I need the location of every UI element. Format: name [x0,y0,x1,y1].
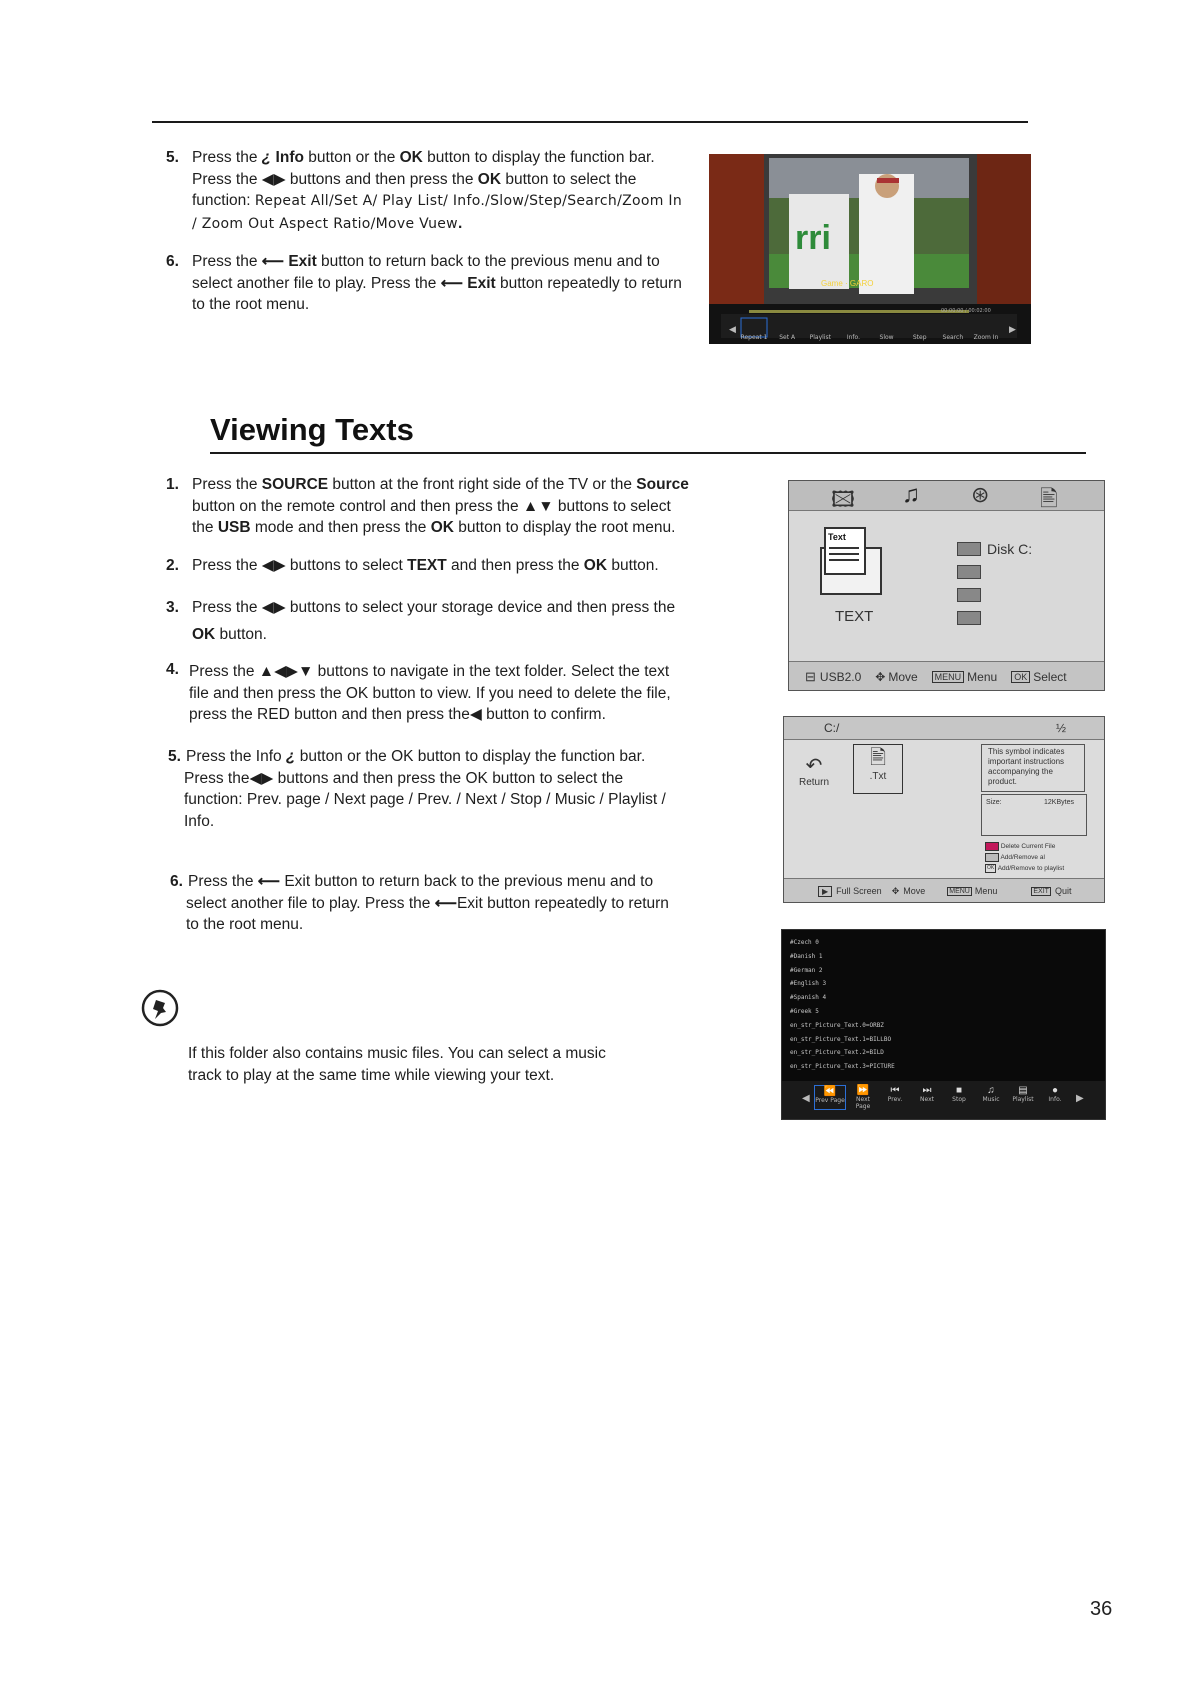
direction-arrows-icon: ▲◀▶▼ [258,663,314,680]
text-icon[interactable]: 🖹 [1040,486,1058,511]
text: button. [607,557,659,574]
playlist-button[interactable] [1008,1085,1038,1110]
legend-item [985,841,1064,852]
text: buttons to select [553,497,671,515]
prev-page-button[interactable] [814,1085,846,1110]
exit-icon: ⟵ [261,253,285,270]
button-label: Playlist [1012,1096,1034,1103]
bar-left-arrow-icon[interactable]: ◀ [802,1093,810,1104]
file-info-panel [981,744,1085,792]
fullscreen-icon: ▶ [818,886,832,897]
left-right-arrows-icon: ◀▶ [261,557,286,574]
text: press the RED button and then press the [189,706,470,723]
movie-icon[interactable]: ⊛ [971,482,990,507]
red-key-icon [985,842,999,851]
text: button. [215,626,267,643]
left-right-arrows-icon: ◀▶ [249,769,274,787]
viewer-text-area [790,936,895,1074]
svg-text:rri: rri [795,219,831,257]
legend-item [985,863,1064,874]
func-button[interactable]: Search [942,334,964,341]
exit-icon: ⟵ [440,274,463,292]
text: buttons and then press the [285,170,478,188]
text: and then press the [446,557,584,574]
text: Press the [192,476,262,493]
stop-icon: ■ [955,1085,963,1096]
text: button to select the [501,170,637,188]
page-indicator: ½ [1056,721,1067,735]
svg-text:◀: ◀ [729,324,736,334]
browser-legend [985,841,1064,874]
text: select another file to play. Press the [186,894,435,912]
info-label: Info [271,149,304,166]
usb-icon: ⊟ [805,668,816,684]
bar-right-arrow-icon[interactable]: ▶ [1076,1093,1084,1104]
ok-key: OK [1011,671,1030,683]
button-label: Music [982,1096,1000,1103]
move-icon: ✥ [875,669,886,684]
text-line: en_str_Picture_Text.1=BILLBO [790,1035,892,1043]
video-playback-screenshot [709,154,1031,344]
quit-label: Quit [1054,886,1072,896]
text-line: #Czech 0 [790,939,819,946]
size-value: 12KBytes [1044,799,1074,806]
disk-list [957,537,1032,629]
legend-label: Add/Remove to playlist [997,865,1065,872]
page-number: 36 [1090,1598,1113,1620]
function-list: Repeat All/Set A/ Play List/ Info./Slow/Step/Search/Zoom In [254,193,683,209]
button-label: Info. [1048,1096,1062,1103]
text: buttons and then press the OK button to select the [273,769,624,787]
note-pin-icon [141,989,179,1027]
exit-icon: ⟵ [434,894,457,912]
text-browser-screenshot [783,716,1105,903]
text: function: [192,192,255,209]
text-line: en_str_Picture_Text.0=ORBZ [790,1021,884,1029]
photo-icon[interactable]: 🖾 [831,487,855,512]
key-icon [985,853,999,862]
text-label: TEXT [407,557,447,574]
text: select another file to play. Press the [192,274,441,292]
viewer-buttons [814,1085,1070,1110]
file-size-panel [981,794,1087,836]
top-rule [152,121,1028,123]
next-button[interactable] [912,1085,942,1110]
next-page-icon: ⏩ [856,1085,870,1096]
ok-label: OK [399,149,423,166]
txt-file-icon: 🖹 [869,747,887,769]
exit-label: Exit [462,274,496,292]
func-button[interactable]: Playlist [809,334,831,341]
menu-label: Menu [967,669,998,684]
text-line: en_str_Picture_Text.2=BILD [790,1049,884,1057]
media-type-bar [789,481,1104,511]
next-icon: ⏭ [922,1085,932,1096]
step-number: 6. [170,873,183,890]
function-list: / Zoom Out Aspect Ratio/Move Vuew [192,215,458,232]
step-number: 5. [168,748,181,765]
ok-key-icon: OK [987,864,995,871]
text: the [192,519,218,536]
func-button[interactable]: Repeat 1 [740,334,768,341]
usb-label: USB [217,519,251,536]
text: Press the [188,873,258,890]
text: button at the front right side of the TV or the [328,476,637,493]
note-line: track to play at the same time while viewing your text. [188,1066,555,1084]
text: Press the [192,149,262,166]
ok-label: OK [430,519,454,536]
note-line: If this folder also contains music files. You can select a music [188,1045,606,1062]
disk-item[interactable] [957,606,1032,629]
text: button to display the function bar. [422,149,655,166]
menu-key: MENU [932,671,965,683]
section-rule [210,452,1086,454]
text: buttons to select your storage device and then press the [285,599,676,616]
text: Exit button to return back to the previous menu and to [280,873,654,890]
source-label: SOURCE [261,476,329,493]
button-label: Next Page [855,1096,871,1110]
text-line: #English 3 [790,980,827,988]
text: to the root menu. [186,916,304,933]
info-icon: ¿ [261,149,272,166]
exit-label: Exit [284,253,317,270]
next-page-button[interactable] [848,1085,878,1110]
text-category-label: TEXT [835,608,874,625]
left-right-arrows-icon: ◀▶ [261,599,286,616]
usb-menu-screenshot [788,480,1105,691]
func-button[interactable]: Set A [779,334,796,341]
text: button to display the root menu. [453,519,676,536]
prev-button[interactable] [880,1085,910,1110]
legend-label: Delete Current File [1000,843,1056,850]
jersey-text: Game · GARO [821,279,874,288]
text: button on the remote control and then press the [192,497,523,515]
text: button or the OK button to display the function bar. [295,748,646,765]
disk-label: Disk C: [987,540,1033,557]
info-icon: ● [1051,1085,1059,1096]
info-text: This symbol indicates important instructions accompanying the product. [988,747,1065,786]
video-function-bar [739,334,1001,342]
text: buttons to navigate in the text folder. Select the text [313,663,670,680]
left-right-arrows-icon: ◀▶ [261,170,286,188]
viewer-function-bar [782,1081,1105,1119]
path-label: C:/ [824,721,840,735]
step-number: 1. [166,476,179,493]
text-line: #Danish 1 [790,952,823,960]
source-label: Source [636,476,689,493]
return-icon: ↶ [805,755,823,777]
text: Press the [192,557,262,574]
usb-menu-footer [789,661,1104,691]
step-number: 5. [166,149,179,166]
text: Exit button repeatedly to return [456,894,669,912]
text: button to confirm. [481,706,606,723]
text: mode and then press the [250,519,431,536]
text-line: #Greek 5 [790,1007,819,1015]
info-icon: ¿ [285,748,296,765]
info-button[interactable] [1040,1085,1070,1110]
text-folder-icon [819,526,885,598]
exit-key: EXIT [1033,887,1049,895]
text: Press the [192,253,262,270]
legend-label: Add/Remove al [1000,854,1045,861]
txt-file-item[interactable] [853,744,903,794]
left-arrow-icon: ◀ [469,706,482,723]
func-button[interactable]: Step [912,334,927,341]
text: function: Prev. page / Next page / Prev. / Next / Stop / Music / Playlist / [184,791,666,808]
time-readout: 00:00:00 / 00:02:00 [941,308,991,314]
playlist-icon: ▤ [1018,1085,1028,1096]
doc-label: Text [828,532,846,542]
return-item[interactable] [794,755,834,788]
text: Press the [189,663,259,680]
file-label: .Txt [869,771,887,782]
text-viewer-screenshot [781,929,1106,1120]
step-number: 4. [166,661,179,678]
func-button[interactable]: Info. [846,334,860,341]
ok-label: OK [477,170,502,188]
text: Press the [184,769,250,787]
button-label: Prev Page [815,1097,845,1104]
text-line: #Spanish 4 [790,994,827,1002]
size-label: Size: [986,799,1002,806]
up-down-arrows-icon: ▲▼ [522,497,554,515]
disk-item[interactable] [957,537,1032,560]
text-line: #German 2 [790,966,823,974]
step-number: 3. [166,599,179,616]
ok-label: OK [583,557,608,574]
fullscreen-label: Full Screen [836,886,882,896]
svg-text:▶: ▶ [1009,324,1016,334]
button-label: Stop [952,1096,966,1103]
text: Press the [192,170,262,188]
prev-page-icon: ⏪ [823,1086,837,1097]
disk-item[interactable] [957,583,1032,606]
exit-icon: ⟵ [257,873,281,890]
text: Info. [184,812,215,830]
legend-item [985,852,1064,863]
usb-label: USB2.0 [819,669,862,684]
text: file and then press the OK button to view. If you need to delete the file, [189,684,671,702]
section-title: Viewing Texts [210,412,414,447]
stop-button[interactable] [944,1085,974,1110]
button-label: Next [920,1096,934,1103]
note-text [188,1043,708,1086]
move-label: Move [903,886,926,896]
button-label: Prev. [887,1096,903,1103]
select-label: Select [1033,669,1067,684]
browser-header [784,717,1104,740]
text: Press the Info [186,748,286,765]
step-number: 2. [166,557,179,574]
music-button[interactable] [976,1085,1006,1110]
step-number: 6. [166,253,179,270]
text: buttons to select [285,557,408,574]
func-button[interactable]: Zoom In [973,334,999,341]
disk-item[interactable] [957,560,1032,583]
text-line: en_str_Picture_Text.3=PICTURE [790,1063,895,1071]
text: Press the [192,599,262,616]
move-label: Move [888,669,918,684]
menu-key: MENU [949,887,970,895]
func-button[interactable]: Slow [879,334,894,341]
text: button repeatedly to return [495,274,682,292]
music-icon[interactable]: ♫ [902,481,920,508]
text: . [457,214,463,232]
ok-label: OK [192,626,216,643]
menu-label: Menu [974,886,998,896]
music-icon: ♫ [987,1085,995,1096]
text: button or the [303,149,400,166]
browser-footer [784,878,1104,903]
prev-icon: ⏮ [890,1085,900,1096]
return-label: Return [798,777,829,788]
text: button to return back to the previous menu and to [316,253,660,270]
text: to the root menu. [192,296,310,313]
video-frame-image [709,154,1031,344]
move-icon: ✥ [891,885,900,896]
